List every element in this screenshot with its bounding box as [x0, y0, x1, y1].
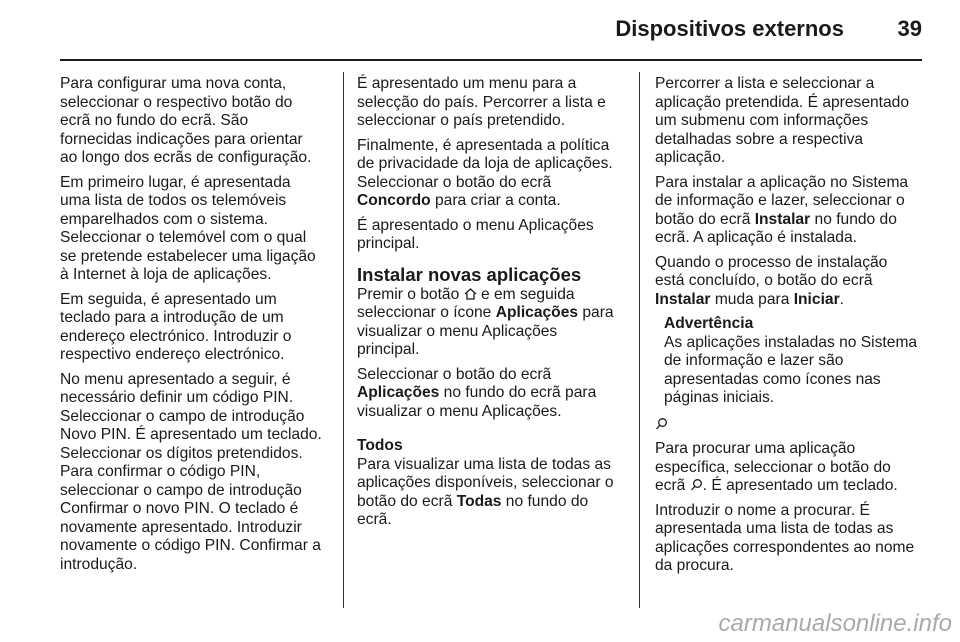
text-line: aplicações disponíveis, seleccionar o	[357, 474, 614, 491]
text-line: Introduzir o nome a procurar. É	[655, 501, 870, 519]
page-header	[0, 0, 960, 62]
text-line: Seleccionar os dígitos pretendidos.	[60, 444, 303, 462]
text-line: selecção do país. Percorrer a lista e	[357, 93, 606, 111]
paragraph	[357, 217, 627, 254]
text-line: teclado para a introdução de um	[60, 309, 284, 326]
text-line: Novo PIN. É apresentado um teclado.	[60, 426, 322, 443]
text-line	[357, 304, 627, 323]
paragraph	[655, 502, 925, 576]
text-line: seleccionar o respectivo botão do	[60, 93, 293, 111]
text-line: Para visualizar uma lista de todas as	[357, 455, 611, 473]
home-icon	[464, 287, 477, 301]
text-line: As aplicações instaladas no Sistema	[664, 333, 918, 351]
search-icon	[655, 417, 668, 431]
paragraph	[357, 286, 627, 360]
paragraph	[655, 75, 925, 168]
text-line: É apresentado um menu para a	[357, 75, 577, 92]
text-line: Seleccionar o botão do ecrã	[357, 365, 552, 383]
paragraph	[357, 137, 627, 211]
text-line: ecrã. A aplicação é instalada.	[655, 229, 857, 246]
text-span: no fundo do	[501, 492, 589, 510]
text-line: de informação e lazer são	[664, 352, 844, 369]
text-line: seleccionar o país pretendido.	[357, 112, 566, 129]
column-separator	[639, 72, 640, 608]
text-line: ecrã.	[357, 511, 392, 528]
text-line: introdução.	[60, 555, 138, 573]
text-line: necessário definir um código PIN.	[60, 389, 294, 406]
text-line: emparelhados com o sistema.	[60, 210, 269, 228]
text-line: Confirmar o novo PIN. O teclado é	[60, 500, 299, 517]
paragraph	[60, 75, 336, 168]
text-line: páginas iniciais.	[664, 389, 775, 406]
search-section-marker	[655, 416, 925, 435]
text-line: aplicação.	[655, 149, 726, 166]
text-span: para	[578, 304, 614, 321]
text-line: Em seguida, é apresentado um	[60, 290, 277, 308]
text-line: um submenu com informações	[655, 112, 869, 129]
search-icon	[690, 478, 703, 492]
text-line: principal.	[357, 341, 420, 358]
text-span: .	[839, 290, 844, 308]
text-line: está concluído, o botão do ecrã	[655, 272, 873, 289]
screen-button-label-todas: Todas	[456, 492, 502, 510]
text-line: ao longo dos ecrãs de configuração.	[60, 149, 312, 166]
text-span: e em seguida	[476, 285, 575, 303]
page-title: Dispositivos externos	[615, 16, 844, 41]
subsection-heading: Todos	[357, 437, 403, 454]
text-span: ecrã	[655, 477, 690, 494]
text-line: novamente o código PIN. Confirmar a	[60, 537, 321, 554]
column-3	[655, 75, 925, 582]
text-line: Seleccionar o telemóvel com o qual	[60, 229, 307, 246]
text-span: no fundo do ecrã para	[439, 384, 597, 401]
text-line	[357, 192, 627, 211]
text-line: detalhadas sobre a respectiva	[655, 130, 864, 148]
text-line	[357, 384, 627, 403]
text-line: uma lista de todos os telemóveis	[60, 192, 287, 209]
paragraph	[60, 174, 336, 285]
column-2	[357, 75, 627, 536]
screen-button-label-iniciar: Iniciar	[793, 290, 840, 308]
text-line	[655, 211, 925, 230]
text-line: novamente apresentado. Introduzir	[60, 518, 302, 536]
note-box	[655, 315, 925, 408]
text-line: visualizar o menu Aplicações	[357, 322, 558, 340]
text-span: Premir o botão	[357, 285, 464, 303]
text-line: aplicações correspondentes ao nome	[655, 538, 915, 556]
text-line: visualizar o menu Aplicações.	[357, 402, 562, 420]
column-1	[60, 75, 336, 580]
text-line: Para confirmar o código PIN,	[60, 463, 261, 480]
text-line: Para instalar a aplicação no Sistema	[655, 173, 909, 191]
text-span: botão do ecrã	[357, 492, 457, 510]
paragraph	[60, 291, 336, 365]
text-line: seleccionar o campo de introdução	[60, 481, 302, 499]
text-line: fornecidas indicações para orientar	[60, 130, 303, 148]
paragraph	[655, 254, 925, 310]
text-line: Para procurar uma aplicação	[655, 440, 856, 457]
screen-button-label-concordo: Concordo	[357, 192, 431, 209]
text-line: de informação e lazer, seleccionar o	[655, 192, 905, 209]
screen-button-label-aplicacoes: Aplicações	[357, 384, 440, 401]
paragraph	[357, 366, 627, 422]
text-line	[655, 477, 925, 496]
paragraph	[357, 456, 627, 530]
text-line: à Internet à loja de aplicações.	[60, 266, 272, 283]
text-line: aplicação pretendida. É apresentado	[655, 93, 910, 111]
text-line: Percorrer a lista e seleccionar a	[655, 75, 875, 92]
section-heading: Instalar novas aplicações	[357, 263, 582, 285]
paragraph	[357, 75, 627, 131]
column-separator	[343, 72, 344, 608]
icon-label-aplicacoes: Aplicações	[495, 304, 579, 321]
text-line	[357, 493, 627, 512]
text-line: Quando o processo de instalação	[655, 253, 888, 271]
text-line: endereço electrónico. Introduzir o	[60, 327, 292, 345]
text-span: para criar a conta.	[430, 192, 561, 209]
text-line: apresentadas como ícones nas	[664, 370, 881, 388]
text-line: Para configurar uma nova conta,	[60, 75, 287, 92]
text-line: respectivo endereço electrónico.	[60, 346, 285, 363]
text-line: No menu apresentado a seguir, é	[60, 370, 291, 388]
header-rule	[60, 59, 922, 61]
text-line: É apresentado o menu Aplicações	[357, 216, 594, 234]
text-line: apresentada uma lista de todas as	[655, 520, 894, 537]
screen-button-label-instalar: Instalar	[754, 210, 811, 228]
text-span: muda para	[710, 290, 794, 308]
text-span: seleccionar o ícone	[357, 304, 496, 321]
text-line: se pretende estabelecer uma ligação	[60, 247, 316, 265]
text-line: Seleccionar o campo de introdução	[60, 407, 305, 425]
screen-button-label-instalar: Instalar	[655, 290, 711, 308]
text-line	[357, 286, 627, 305]
text-line: específica, seleccionar o botão do	[655, 458, 891, 476]
paragraph	[655, 174, 925, 248]
text-span: no fundo do	[810, 210, 897, 228]
text-line: Finalmente, é apresentada a política	[357, 136, 610, 154]
watermark: carmanualsonline.info	[718, 610, 952, 637]
text-line: principal.	[357, 235, 420, 252]
text-line: da procura.	[655, 557, 734, 574]
text-line: ecrã no fundo do ecrã. São	[60, 112, 249, 129]
paragraph	[655, 440, 925, 496]
text-span: botão do ecrã	[655, 210, 755, 228]
text-line: Em primeiro lugar, é apresentada	[60, 173, 291, 191]
text-line: Seleccionar o botão do ecrã	[357, 173, 552, 191]
paragraph	[60, 371, 336, 575]
text-line	[655, 291, 925, 310]
text-line: de privacidade da loja de aplicações.	[357, 155, 613, 172]
note-title: Advertência	[664, 315, 754, 332]
page-number: 39	[897, 16, 922, 41]
text-span: . É apresentado um teclado.	[702, 477, 898, 494]
